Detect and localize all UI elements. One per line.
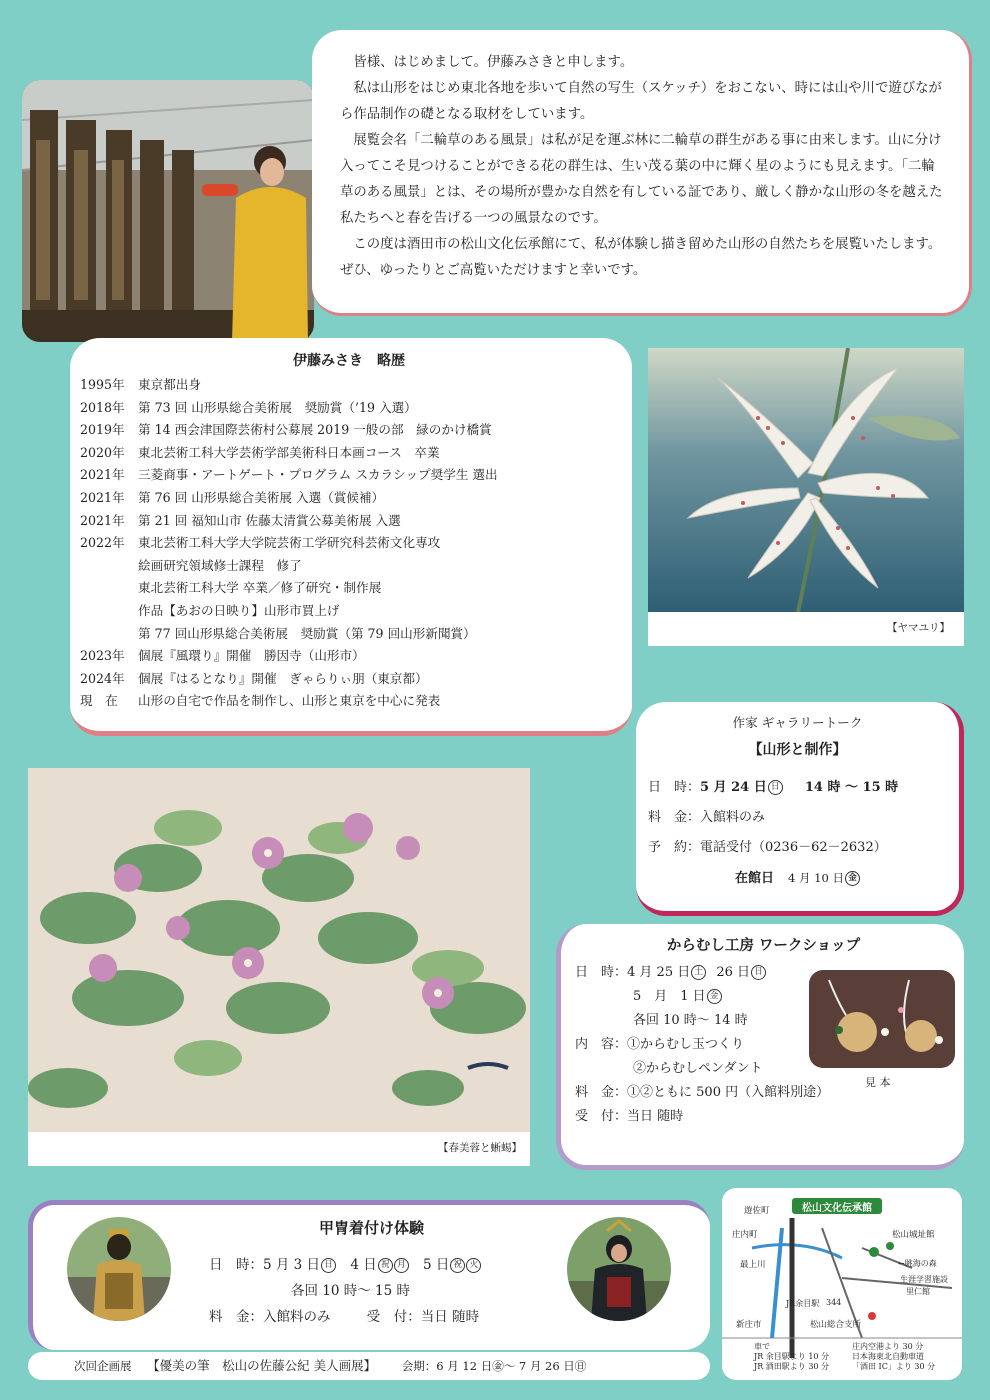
bio-text: 東北芸術工科大学大学院芸術工学研究科芸術文化専攻 (138, 535, 441, 551)
bio-text: 作品【あおの日映り】山形市買上げ (138, 602, 340, 618)
bio-row (80, 668, 618, 691)
next-label: 次回企画展 (74, 1359, 132, 1373)
sample-photo (809, 970, 955, 1068)
talk-fee: 料 金：入館料のみ (648, 810, 766, 825)
bio-row (80, 532, 618, 555)
map-access-right: 庄内空港より 30 分 日本海東北自動車道 「酒田 IC」より 30 分 (852, 1342, 936, 1371)
bio-row (80, 419, 618, 442)
workshop-time: 各回 10 時～ 14 時 (633, 1013, 748, 1028)
intro-paragraph: 展覧会名「二輪草のある風景」は私が足を運ぶ林に二輪草の群生がある事に由来します。山に分け入ってこそ見つけることができる花の群生は、生い茂る葉の中に輝く星のようにも見えます。「二輪草のある風景」とは、その場所が豊かな自然を有している証であり、厳しく静かな山形の冬を越えた私たちへと春を告げる一つの風景なのです。 (340, 133, 943, 226)
map-place: 生涯学習施設 (900, 1275, 948, 1284)
greenhouse-photo (22, 80, 314, 342)
day-badge: 日 (768, 780, 783, 795)
intro-paragraph: この度は酒田市の松山文化伝承館にて、私が体験し描き留めた山形の自然たちを展覧いたします。ぜひ、ゆったりとご高覧いただけますと幸いです。 (340, 237, 942, 278)
bio-text: 第 21 回 福知山市 佐藤太清賞公募美術展 入選 (138, 512, 401, 528)
bio-row (80, 510, 618, 533)
map-place: 松山総合支所 (810, 1320, 862, 1330)
bio-text: 第 14 西会津国際芸術村公募展 2019 一般の部 緑のかけ橋賞 (138, 422, 492, 438)
bio-text: 東北芸術工科大学芸術学部美術科日本画コース 卒業 (138, 444, 440, 460)
map-place: 最上川 (740, 1260, 766, 1270)
flower-painting (28, 768, 530, 1132)
sample-caption: 見 本 (865, 1076, 891, 1089)
map-place: 344 (826, 1298, 842, 1307)
bio-row (80, 577, 618, 600)
workshop-date2: 5 月 1 日 金 (575, 985, 952, 1009)
bio-row (80, 690, 618, 713)
bio-row (80, 645, 618, 668)
biography (70, 338, 632, 736)
bio-year: 2018年 (80, 399, 125, 415)
intro-message (312, 30, 972, 316)
flower-painting-frame (28, 768, 530, 1166)
bio-row (80, 487, 618, 510)
talk-subtitle: 作家 ギャラリートーク (732, 715, 863, 730)
bio-row (80, 464, 618, 487)
day-badge: 金 (845, 871, 860, 886)
bio-text: 第 73 回 山形県総合美術展 奨励賞（’19 入選） (138, 399, 417, 415)
workshop-title: からむし工房 ワークショップ (666, 937, 861, 954)
bio-text: 絵画研究領域修士課程 修了 (138, 557, 302, 573)
bio-year (80, 600, 138, 623)
talk-title: 【山形と制作】 (748, 742, 847, 758)
bio-year: 2021年 (80, 512, 125, 528)
bio-row (80, 374, 618, 397)
talk-reservation: 予 約：電話受付（0236－62－2632） (648, 840, 887, 855)
bio-year: 2022年 (80, 535, 125, 551)
talk-date: 日 時：5 月 24 日 日 14 時 ～ 15 時 (648, 780, 899, 795)
map-access-left: 車で JR 余目駅より 10 分 JR 酒田駅より 30 分 (754, 1342, 830, 1371)
bio-row (80, 555, 618, 578)
flower-caption: 【春美蓉と蜥蜴】 (438, 1142, 522, 1154)
armor-date: 日 時：5 月 3 日 日 4 日 祝 月 5 日 祝 火 (209, 1253, 481, 1273)
bio-text: 第 77 回山形県総合美術展 奨励賞（第 79 回山形新聞賞） (138, 625, 476, 641)
map-place: 庄内町 (732, 1230, 758, 1240)
access-map (722, 1188, 962, 1380)
next-period: 6 月 12 日㊎～ 7 月 26 日㊐ (436, 1359, 587, 1373)
workshop (556, 924, 964, 1170)
bio-year: 2023年 (80, 648, 125, 664)
bio-year: 2021年 (80, 467, 125, 483)
armor-time: 各回 10 時～ 15 時 (291, 1283, 411, 1299)
bio-year (80, 577, 138, 600)
map-place: ←眺海の森 (898, 1259, 937, 1268)
next-title: 【優美の筆 松山の佐藤公紀 美人画展】 (147, 1358, 377, 1373)
bio-text: 東京都出身 (138, 377, 201, 392)
map-place: 里仁館 (906, 1287, 930, 1296)
bio-year: 1995年 (80, 377, 125, 392)
intro-paragraph: 皆様、はじめまして。伊藤みさきと申します。 (353, 55, 634, 70)
lily-caption: 【ヤマユリ】 (887, 622, 950, 634)
bio-year: 2020年 (80, 444, 125, 460)
armor-fee-accept: 料 金：入館料のみ 受 付：当日 随時 (209, 1309, 480, 1325)
bio-year (80, 555, 138, 578)
bio-year (80, 623, 138, 646)
bio-text: 東北芸術工科大学 卒業／修了研究・制作展 (138, 580, 382, 596)
bio-row (80, 623, 618, 646)
bio-text: 三菱商事・アートゲート・プログラム スカラシップ奨学生 選出 (138, 467, 498, 483)
workshop-fee: 料 金：①②ともに 500 円（入館料別途） (575, 1085, 830, 1100)
lily-painting-frame (648, 348, 964, 646)
bio-title: 伊藤みさき 略歴 (293, 353, 405, 369)
talk-attendance: 在館日 4 月 10 日 金 (648, 867, 947, 886)
bio-row (80, 397, 618, 420)
bio-year: 現 在 (80, 693, 118, 709)
bio-text: 個展『風環り』開催 勝因寺（山形市） (138, 648, 365, 664)
map-place: 松山城址館 (892, 1230, 935, 1240)
bio-row (80, 600, 618, 623)
intro-paragraph: 私は山形をはじめ東北各地を歩いて自然の写生（スケッチ）をおこない、時には山や川で遊びながら作品制作の礎となる取材をしています。 (340, 81, 942, 122)
bio-text: 山形の自宅で作品を制作し、山形と東京を中心に発表 (138, 693, 441, 709)
next-exhibition (28, 1352, 710, 1380)
map-place: 新庄市 (736, 1320, 762, 1330)
gallery-talk (636, 702, 964, 916)
bio-text: 個展『はるとなり』開催 ぎゃらりぃ朋（東京都） (138, 670, 428, 686)
bio-year: 2019年 (80, 422, 125, 438)
next-period-label: 会期： (401, 1359, 437, 1373)
bio-year: 2021年 (80, 489, 125, 505)
workshop-content: 内 容：①からむし玉つくり (575, 1037, 745, 1052)
bio-row (80, 442, 618, 465)
armor-title: 甲冑着付け体験 (318, 1219, 424, 1237)
lily-painting (648, 348, 964, 612)
bio-year: 2024年 (80, 670, 125, 686)
map-place: JR余目駅 (786, 1299, 820, 1308)
map-venue: 松山文化伝承館 (802, 1203, 872, 1214)
armor-experience (28, 1200, 710, 1350)
workshop-content2: ②からむしペンダント (633, 1061, 763, 1076)
workshop-accept: 受 付：当日 随時 (575, 1109, 684, 1124)
workshop-date: 日 時：4 月 25 日 土 26 日 日 (575, 961, 952, 985)
bio-text: 第 76 回 山形県総合美術展 入選（賞候補） (138, 489, 385, 505)
map-place: 遊佐町 (744, 1206, 770, 1216)
